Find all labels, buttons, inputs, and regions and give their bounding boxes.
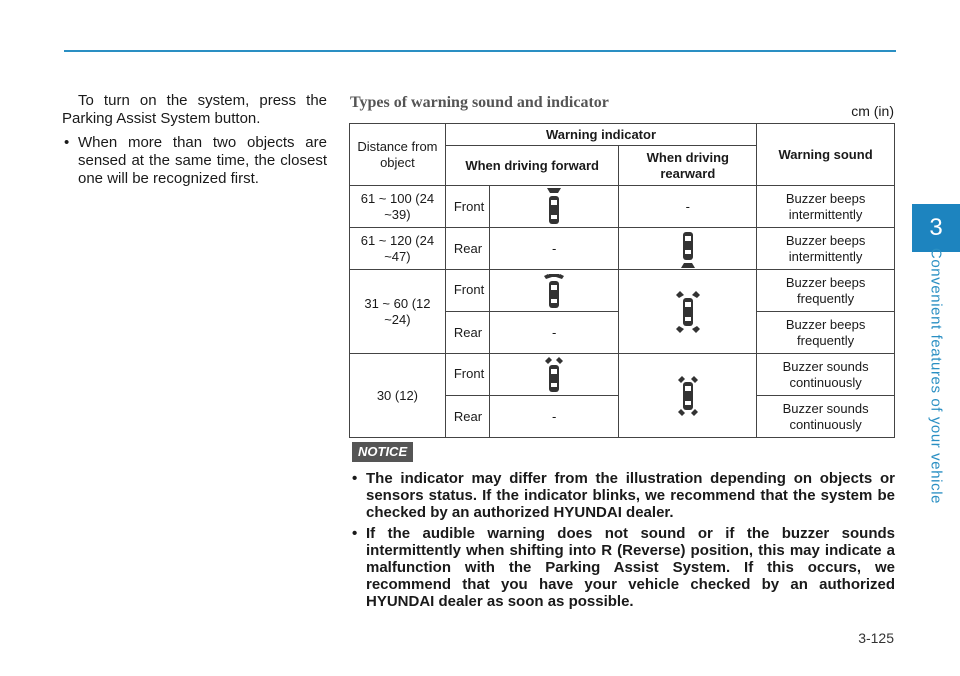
- cell-sound: Buzzer beeps intermittently: [757, 228, 895, 270]
- section-title: Types of warning sound and indicator: [350, 94, 609, 111]
- left-paragraph: To turn on the system, press the Parking Assist System button.: [62, 92, 327, 127]
- cell-distance: 30 (12): [350, 354, 446, 438]
- cell-sound: Buzzer beeps frequently: [757, 312, 895, 354]
- cell-distance: 61 ~ 120 (24 ~47): [350, 228, 446, 270]
- car-front-far-icon: [545, 188, 563, 226]
- cell-forward-indicator: -: [489, 312, 619, 354]
- header-indicator: Warning indicator: [445, 124, 756, 146]
- chapter-title: Convenient features of your vehicle: [927, 247, 945, 505]
- cell-sound: Buzzer sounds continuously: [757, 354, 895, 396]
- table-row: [350, 270, 895, 312]
- header-rule: [64, 50, 896, 52]
- car-both-near-icon: [675, 373, 701, 419]
- table-row: [350, 228, 895, 270]
- header-distance: Distance from object: [350, 124, 446, 186]
- cell-forward-indicator: -: [489, 228, 619, 270]
- page-number: 3-125: [858, 630, 894, 646]
- notice-item: • The indicator may differ from the illustration depending on objects or sensors status. If the indicator blinks, we recommend that the system be checked by an authorized HYUNDAI dealer.: [350, 470, 895, 521]
- cell-rearward-indicator: [619, 228, 757, 270]
- table-row: [350, 186, 895, 228]
- car-rear-far-icon: [679, 230, 697, 268]
- cell-forward-indicator: [489, 186, 619, 228]
- table-header-row: [350, 124, 895, 146]
- left-bullet: • When more than two objects are sensed at the same time, the closest one will be recognized first.: [62, 134, 327, 188]
- cell-sound: Buzzer sounds continuously: [757, 396, 895, 438]
- header-forward: When driving forward: [445, 146, 619, 186]
- car-front-mid-icon: [543, 272, 565, 310]
- cell-direction: Front: [445, 354, 489, 396]
- unit-label: cm (in): [851, 103, 894, 119]
- table-row: [350, 354, 895, 396]
- cell-forward-indicator: -: [489, 396, 619, 438]
- cell-forward-indicator: [489, 354, 619, 396]
- header-sound: Warning sound: [757, 124, 895, 186]
- cell-sound: Buzzer beeps intermittently: [757, 186, 895, 228]
- chapter-tab: 3: [912, 204, 960, 252]
- header-rearward: When driving rearward: [619, 146, 757, 186]
- cell-direction: Front: [445, 186, 489, 228]
- cell-direction: Rear: [445, 312, 489, 354]
- cell-distance: 31 ~ 60 (12 ~24): [350, 270, 446, 354]
- notice-badge: NOTICE: [352, 442, 413, 462]
- cell-forward-indicator: [489, 270, 619, 312]
- cell-rearward-indicator: -: [619, 186, 757, 228]
- car-both-mid-icon: [675, 289, 701, 335]
- car-front-near-icon: [543, 356, 565, 394]
- cell-sound: Buzzer beeps frequently: [757, 270, 895, 312]
- notice-notes: [350, 470, 895, 614]
- notice-item: • If the audible warning does not sound or if the buzzer sounds intermittently when shifting into R (Reverse) position, this may indicate a malfunction with the Parking Assist System. If this occurs, we recommend that you have your vehicle checked by an authorized HYUNDAI dealer as soon as possible.: [350, 525, 895, 610]
- cell-direction: Rear: [445, 396, 489, 438]
- cell-rearward-indicator: [619, 270, 757, 354]
- warning-table: [349, 123, 895, 438]
- cell-rearward-indicator: [619, 354, 757, 438]
- cell-distance: 61 ~ 100 (24 ~39): [350, 186, 446, 228]
- left-column: [62, 92, 327, 188]
- cell-direction: Rear: [445, 228, 489, 270]
- cell-direction: Front: [445, 270, 489, 312]
